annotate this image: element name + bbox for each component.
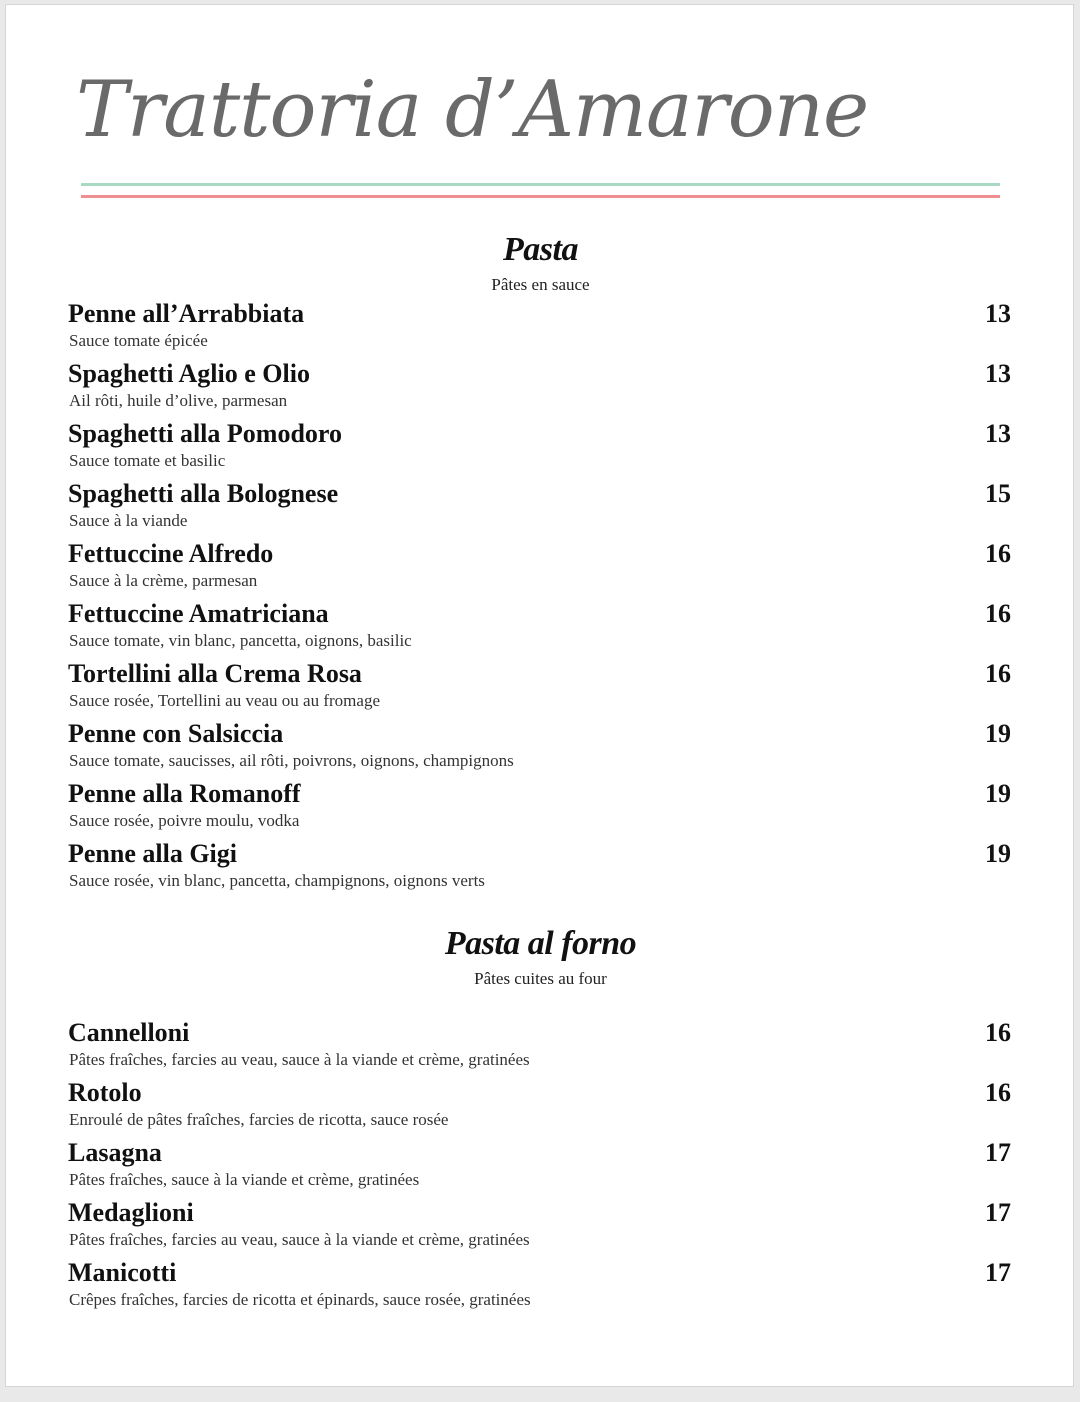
- item-description: Sauce tomate et basilic: [69, 451, 226, 470]
- item-description: Sauce à la viande: [69, 511, 188, 530]
- menu-list-pasta-al-forno: [68, 1018, 1011, 1318]
- menu-item: [68, 839, 1011, 899]
- section-subheading-pasta: Pâtes en sauce: [491, 275, 590, 294]
- item-description: Pâtes fraîches, farcies au veau, sauce à la viande et crème, gratinées: [69, 1050, 530, 1069]
- item-price: 13: [985, 299, 1011, 328]
- item-price: 13: [985, 419, 1011, 448]
- item-price: 16: [985, 1018, 1011, 1047]
- item-name: Penne alla Romanoff: [68, 779, 301, 808]
- menu-item: [68, 299, 1011, 359]
- item-description: Enroulé de pâtes fraîches, farcies de ricotta, sauce rosée: [69, 1110, 449, 1129]
- item-name: Penne all’Arrabbiata: [68, 299, 305, 328]
- item-description: Pâtes fraîches, sauce à la viande et crème, gratinées: [69, 1170, 420, 1189]
- menu-item: [68, 419, 1011, 479]
- item-name: Penne con Salsiccia: [68, 719, 284, 748]
- item-name: Penne alla Gigi: [68, 839, 237, 868]
- menu-item: [68, 1138, 1011, 1198]
- item-price: 19: [985, 839, 1011, 868]
- menu-item: [68, 1078, 1011, 1138]
- menu-item: [68, 719, 1011, 779]
- item-name: Medaglioni: [68, 1198, 194, 1227]
- item-price: 16: [985, 539, 1011, 568]
- item-price: 19: [985, 719, 1011, 748]
- section-subheading-pasta-al-forno: Pâtes cuites au four: [474, 969, 607, 988]
- item-description: Sauce tomate épicée: [69, 331, 208, 350]
- item-price: 17: [985, 1198, 1011, 1227]
- item-name: Spaghetti alla Bolognese: [68, 479, 339, 508]
- menu-list-pasta: [68, 299, 1011, 899]
- menu-item: [68, 1198, 1011, 1258]
- item-price: 17: [985, 1138, 1011, 1167]
- menu-item: [68, 479, 1011, 539]
- section-heading-pasta: Pasta: [503, 231, 578, 268]
- menu-item: [68, 1018, 1011, 1078]
- item-price: 15: [985, 479, 1011, 508]
- item-name: Manicotti: [68, 1258, 177, 1287]
- section-heading-pasta-al-forno: Pasta al forno: [444, 925, 637, 962]
- item-price: 13: [985, 359, 1011, 388]
- item-price: 16: [985, 1078, 1011, 1107]
- item-description: Ail rôti, huile d’olive, parmesan: [69, 391, 288, 410]
- item-description: Sauce tomate, vin blanc, pancetta, oignons, basilic: [69, 631, 412, 650]
- item-name: Tortellini alla Crema Rosa: [68, 659, 362, 688]
- item-name: Lasagna: [68, 1138, 162, 1167]
- item-name: Spaghetti alla Pomodoro: [68, 419, 342, 448]
- item-description: Crêpes fraîches, farcies de ricotta et épinards, sauce rosée, gratinées: [69, 1290, 531, 1309]
- item-description: Sauce rosée, poivre moulu, vodka: [69, 811, 300, 830]
- item-price: 17: [985, 1258, 1011, 1287]
- title-divider-red: [81, 195, 1000, 198]
- item-price: 19: [985, 779, 1011, 808]
- item-name: Rotolo: [68, 1078, 142, 1107]
- menu-item: [68, 1258, 1011, 1318]
- restaurant-title: Trattoria d’Amarone: [76, 65, 869, 155]
- menu-item: [68, 659, 1011, 719]
- menu-item: [68, 539, 1011, 599]
- item-name: Cannelloni: [68, 1018, 190, 1047]
- item-price: 16: [985, 599, 1011, 628]
- menu-item: [68, 359, 1011, 419]
- item-description: Sauce rosée, Tortellini au veau ou au fromage: [69, 691, 380, 710]
- item-price: 16: [985, 659, 1011, 688]
- menu-item: [68, 779, 1011, 839]
- item-name: Fettuccine Alfredo: [68, 539, 274, 568]
- item-description: Sauce rosée, vin blanc, pancetta, champignons, oignons verts: [69, 871, 485, 890]
- menu-page: [5, 4, 1074, 1387]
- menu-item: [68, 599, 1011, 659]
- item-description: Pâtes fraîches, farcies au veau, sauce à la viande et crème, gratinées: [69, 1230, 530, 1249]
- item-name: Fettuccine Amatriciana: [68, 599, 329, 628]
- item-name: Spaghetti Aglio e Olio: [68, 359, 310, 388]
- title-divider-green: [81, 183, 1000, 186]
- item-description: Sauce tomate, saucisses, ail rôti, poivrons, oignons, champignons: [69, 751, 514, 770]
- item-description: Sauce à la crème, parmesan: [69, 571, 258, 590]
